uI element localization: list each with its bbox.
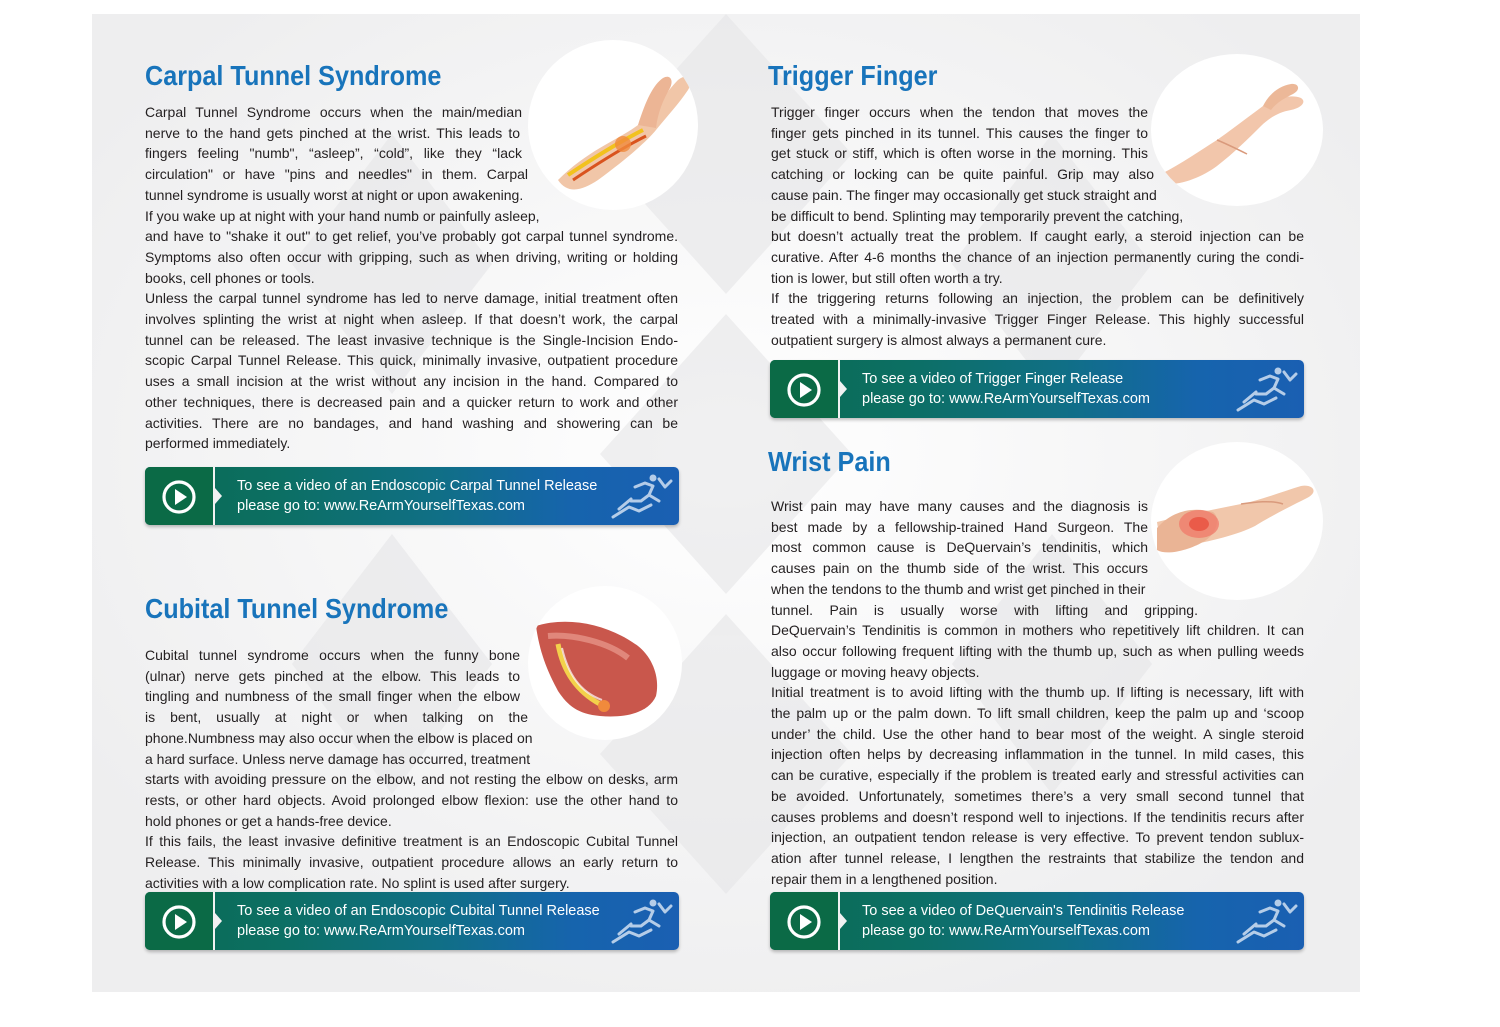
arrow-notch-icon bbox=[840, 913, 848, 929]
banner-url-line: please go to: www.ReArmYourselfTexas.com bbox=[862, 922, 1150, 939]
text-line: a hard surface. Unless nerve damage has occurred, treatment bbox=[145, 750, 531, 767]
text-line: and have to "shake it out" to get relief, you’ve probably got carpal tunnel syndrome. bbox=[145, 228, 678, 245]
carpal-tunnel-section bbox=[92, 14, 726, 574]
text-line: books, cell phones or tools. bbox=[145, 269, 315, 286]
play-button[interactable] bbox=[770, 892, 838, 950]
banner-text bbox=[862, 370, 1150, 409]
text-line: tunnel. Pain is usually worse with lifting and gripping. bbox=[771, 601, 1198, 618]
wrist-pain-section bbox=[726, 434, 1360, 992]
text-line: but doesn’t actually treat the problem. If caught early, a steroid injection can be bbox=[771, 228, 1304, 245]
text-line: ation after tunnel release, I lengthen the restraints that stabilize the tendon and bbox=[771, 849, 1304, 866]
text-line: phone.Numbness may also occur when the elbow is placed on bbox=[145, 729, 533, 746]
text-line: Unless the carpal tunnel syndrome has led to nerve damage, initial treatment often bbox=[145, 290, 678, 307]
text-line: performed immediately. bbox=[145, 435, 291, 452]
trigger-finger-video-link[interactable] bbox=[770, 360, 1304, 418]
text-line: catching or locking can be quite painful. Grip may also bbox=[771, 166, 1154, 183]
play-icon bbox=[161, 479, 197, 515]
banner-url-line: please go to: www.ReArmYourselfTexas.com bbox=[237, 922, 525, 939]
cubital-tunnel-video-link[interactable] bbox=[145, 892, 679, 950]
text-line: Carpal Tunnel Syndrome occurs when the main/median bbox=[145, 104, 522, 120]
brochure-page bbox=[92, 14, 1360, 992]
text-line: is bent, usually at night or when talking on the bbox=[145, 709, 528, 726]
text-line: luggage or moving heavy objects. bbox=[771, 663, 980, 680]
banner-text bbox=[862, 902, 1185, 941]
text-line: nerve to the hand gets pinched at the wrist. This leads to bbox=[145, 124, 520, 141]
carpal-tunnel-video-link[interactable] bbox=[145, 467, 679, 525]
text-line: be avoided. Unfortunately, sometimes there’s a very small second tunnel that bbox=[771, 787, 1304, 804]
text-line: also occur following frequent lifting with the thumb up, such as when pulling weeds bbox=[771, 642, 1304, 659]
text-line: Release. This minimally invasive, outpatient procedure allows an early return to bbox=[145, 854, 678, 871]
banner-line-1: To see a video of an Endoscopic Cubital Tunnel Release bbox=[237, 903, 600, 919]
text-line: tion is lower, but still often worth a try. bbox=[771, 269, 1003, 286]
text-line: scopic Carpal Tunnel Release. This quick, minimally invasive, outpatient procedure bbox=[145, 352, 678, 369]
text-line: circulation" or have "pins and needles" in them. Carpal bbox=[145, 166, 528, 183]
text-line: rests, or other hard objects. Avoid prolonged elbow flexion: use the other hand to bbox=[145, 791, 678, 808]
text-line: Trigger finger occurs when the tendon that moves the bbox=[771, 104, 1148, 120]
text-line: injection often helps by decreasing inflammation in the tunnel. In mild cases, this bbox=[771, 746, 1304, 763]
trigger-finger-section bbox=[726, 14, 1360, 434]
text-line: fingers feeling "numb", “asleep”, “cold”, like they “lack bbox=[145, 145, 522, 162]
text-line: tingling and numbness of the small finger when the elbow bbox=[145, 688, 520, 705]
play-icon bbox=[161, 904, 197, 940]
runner-logo-icon bbox=[1234, 364, 1298, 414]
text-line: injection, an outpatient tendon release is very effective. To prevent tendon sublux- bbox=[771, 829, 1304, 846]
arrow-notch-icon bbox=[840, 381, 848, 397]
text-line: Wrist pain may have many causes and the diagnosis is bbox=[771, 498, 1148, 514]
cubital-tunnel-text bbox=[145, 645, 678, 893]
play-button[interactable] bbox=[145, 467, 213, 525]
text-line: activities. There are no bandages, and hand washing and showering can be bbox=[145, 414, 678, 431]
text-line: starts with avoiding pressure on the elbow, and not resting the elbow on desks, arm bbox=[145, 771, 678, 788]
banner-text bbox=[237, 902, 600, 941]
play-button[interactable] bbox=[145, 892, 213, 950]
wrist-pain-title: Wrist Pain bbox=[768, 446, 891, 477]
cubital-tunnel-title: Cubital Tunnel Syndrome bbox=[145, 593, 449, 624]
text-line: hold phones or get a hands-free device. bbox=[145, 812, 392, 829]
text-line: best made by a fellowship-trained Hand Surgeon. The bbox=[771, 518, 1148, 535]
runner-logo-icon bbox=[1234, 896, 1298, 946]
text-line: finger gets pinched in its tunnel. This causes the finger to bbox=[771, 124, 1148, 141]
text-line: most common cause is DeQuervain’s tendinitis, which bbox=[771, 539, 1148, 556]
text-line: get stuck or stiff, which is often worse in the morning. This bbox=[771, 145, 1148, 162]
banner-text bbox=[237, 477, 597, 516]
text-line: other techniques, there is decreased pain and a quicker return to work and other bbox=[145, 393, 678, 410]
text-line: uses a small incision at the wrist without any incision in the hand. Compared to bbox=[145, 373, 678, 390]
arrow-notch-icon bbox=[215, 488, 223, 504]
text-line: tunnel can be released. The least invasive technique is the Single-Incision Endo- bbox=[145, 331, 678, 348]
text-line: causes problems and doesn’t respond well to injections. If the tendinitis recurs after bbox=[771, 808, 1304, 825]
text-line: causes pain on the thumb side of the wrist. This occurs bbox=[771, 560, 1148, 577]
trigger-finger-text bbox=[771, 102, 1304, 350]
banner-line-1: To see a video of Trigger Finger Release bbox=[862, 371, 1124, 387]
text-line: under’ the child. Use the other hand to bear most of the weight. A single steroid bbox=[771, 725, 1304, 742]
text-line: If you wake up at night with your hand numb or painfully asleep, bbox=[145, 207, 540, 224]
text-line: Symptoms also often occur with gripping, such as when driving, writing or holding bbox=[145, 248, 678, 265]
text-line: Initial treatment is to avoid lifting with the thumb up. If lifting is necessary, lift with bbox=[771, 684, 1304, 701]
carpal-tunnel-text bbox=[145, 102, 678, 454]
text-line: can be curative, especially if the problem is treated early and stressful activities can bbox=[771, 767, 1304, 784]
text-line: tunnel syndrome is usually worst at night or upon awakening. bbox=[145, 186, 524, 203]
text-line: repair them in a lengthened position. bbox=[771, 870, 998, 887]
text-line: Cubital tunnel syndrome occurs when the funny bone bbox=[145, 647, 520, 663]
runner-logo-icon bbox=[609, 471, 673, 521]
text-line: DeQuervain’s Tendinitis is common in mothers who repetitively lift children. It can bbox=[771, 622, 1304, 639]
play-button[interactable] bbox=[770, 360, 838, 418]
text-line: activities with a low complication rate. No splint is used after surgery. bbox=[145, 874, 570, 891]
text-line: If this fails, the least invasive definitive treatment is an Endoscopic Cubital Tunnel bbox=[145, 833, 678, 850]
trigger-finger-title: Trigger Finger bbox=[768, 60, 938, 91]
play-icon bbox=[786, 904, 822, 940]
text-line: cause pain. The finger may occasionally get stuck straight and bbox=[771, 186, 1157, 203]
text-line: treated with a minimally-invasive Trigger Finger Release. This highly successful bbox=[771, 311, 1304, 328]
text-line: If the triggering returns following an injection, the problem can be definitively bbox=[771, 290, 1304, 307]
runner-logo-icon bbox=[609, 896, 673, 946]
wrist-pain-video-link[interactable] bbox=[770, 892, 1304, 950]
banner-url-line: please go to: www.ReArmYourselfTexas.com bbox=[862, 390, 1150, 407]
banner-url-line: please go to: www.ReArmYourselfTexas.com bbox=[237, 497, 525, 514]
text-line: be difficult to bend. Splinting may temporarily prevent the catching, bbox=[771, 207, 1184, 224]
text-line: outpatient surgery is almost always a permanent cure. bbox=[771, 331, 1107, 348]
play-icon bbox=[786, 372, 822, 408]
text-line: involves splinting the wrist at night when asleep. If that doesn’t work, the carpal bbox=[145, 311, 678, 328]
wrist-pain-text bbox=[771, 496, 1304, 889]
arrow-notch-icon bbox=[215, 913, 223, 929]
text-line: the palm up or the palm down. To lift small children, keep the palm up and ‘scoop bbox=[771, 705, 1304, 722]
banner-line-1: To see a video of DeQuervain's Tendinitis Release bbox=[862, 903, 1185, 919]
text-line: curative. After 4-6 months the chance of an injection permanently curing the condi- bbox=[771, 248, 1304, 265]
text-line: (ulnar) nerve gets pinched at the elbow. This leads to bbox=[145, 667, 520, 684]
carpal-tunnel-title: Carpal Tunnel Syndrome bbox=[145, 60, 442, 91]
text-line: when the tendons to the thumb and wrist get pinched in their bbox=[771, 580, 1146, 597]
cubital-tunnel-section bbox=[92, 574, 726, 992]
banner-line-1: To see a video of an Endoscopic Carpal Tunnel Release bbox=[237, 478, 598, 494]
